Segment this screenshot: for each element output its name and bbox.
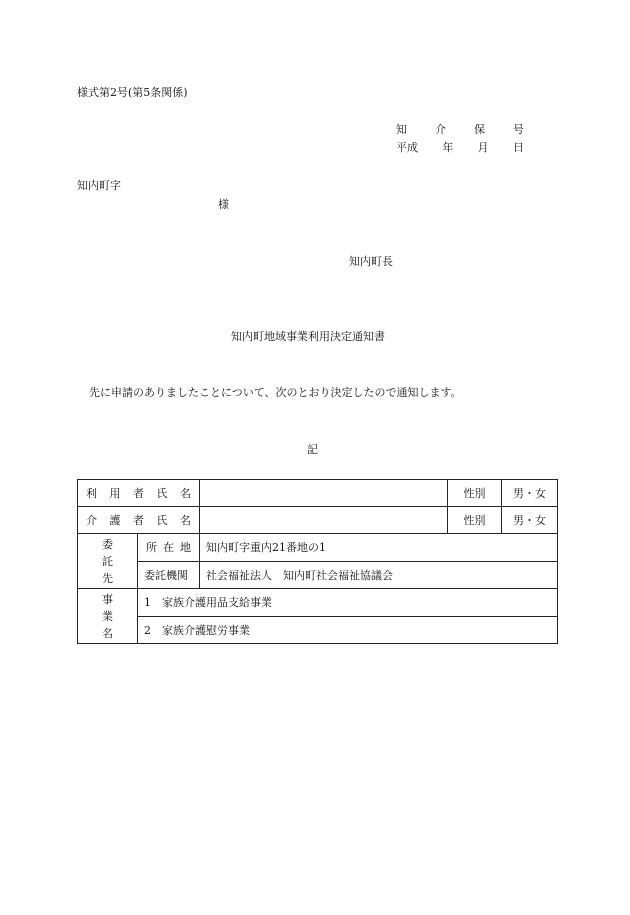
label-char: 護 [109, 514, 121, 527]
label-char: 在 [163, 541, 174, 555]
gender-options[interactable]: 男・女 [502, 480, 558, 507]
addressee-prefix: 知内町字 [77, 179, 121, 192]
doc-number-char: 保 [474, 123, 485, 136]
table-row [78, 616, 558, 644]
table-row [78, 480, 558, 507]
caregiver-name-label [78, 507, 200, 534]
ki-heading: 記 [307, 443, 318, 456]
label-char: 名 [180, 514, 191, 527]
business-label [78, 589, 138, 644]
user-name-value[interactable] [200, 480, 448, 507]
details-table [77, 479, 558, 644]
label-char: 介 [86, 514, 97, 527]
label-char: 利 [86, 487, 97, 500]
label-char: 所 [146, 541, 157, 555]
gender-options[interactable]: 男・女 [502, 507, 558, 534]
issue-date [396, 141, 524, 155]
form-number: 様式第2号(第5条関係) [77, 86, 188, 99]
date-era: 平成 [396, 141, 418, 154]
label-char: 者 [133, 487, 144, 500]
honorific: 様 [218, 198, 229, 211]
agency-value: 社会福祉法人 知内町社会福祉協議会 [200, 561, 558, 589]
issuer: 知内町長 [349, 255, 393, 268]
label-char: 業 [102, 610, 113, 623]
doc-number-char: 介 [435, 123, 446, 136]
label-char: 名 [180, 487, 191, 500]
date-day: 日 [512, 141, 524, 154]
entrust-label [78, 534, 138, 589]
date-year: 年 [442, 141, 454, 154]
label-char: 名 [102, 627, 113, 640]
gender-label: 性別 [448, 507, 502, 534]
label-char: 地 [180, 541, 191, 555]
document-title: 知内町地域事業利用決定通知書 [231, 330, 385, 343]
label-char: 用 [109, 487, 121, 500]
gender-label: 性別 [448, 480, 502, 507]
table-row [78, 534, 558, 562]
table-row [78, 561, 558, 589]
doc-number-char: 知 [396, 123, 407, 136]
label-char: 者 [133, 514, 144, 527]
label-char: 氏 [156, 514, 168, 527]
label-char: 先 [102, 572, 113, 585]
caregiver-name-value[interactable] [200, 507, 448, 534]
date-month: 月 [477, 141, 489, 154]
location-label [138, 534, 200, 562]
document-number [396, 123, 524, 137]
label-char: 事 [102, 593, 113, 606]
label-char: 氏 [156, 487, 168, 500]
table-row [78, 589, 558, 617]
agency-label: 委託機関 [138, 561, 200, 589]
business-item: 1 家族介護用品支給事業 [138, 589, 558, 617]
body-text: 先に申請のありましたことについて、次のとおり決定したので通知します。 [89, 386, 462, 399]
table-row [78, 507, 558, 534]
doc-number-char: 号 [513, 123, 524, 136]
business-item: 2 家族介護慰労事業 [138, 616, 558, 644]
label-char: 託 [102, 555, 113, 568]
location-value: 知内町字重内21番地の1 [200, 534, 558, 562]
label-char: 委 [102, 538, 113, 551]
user-name-label [78, 480, 200, 507]
